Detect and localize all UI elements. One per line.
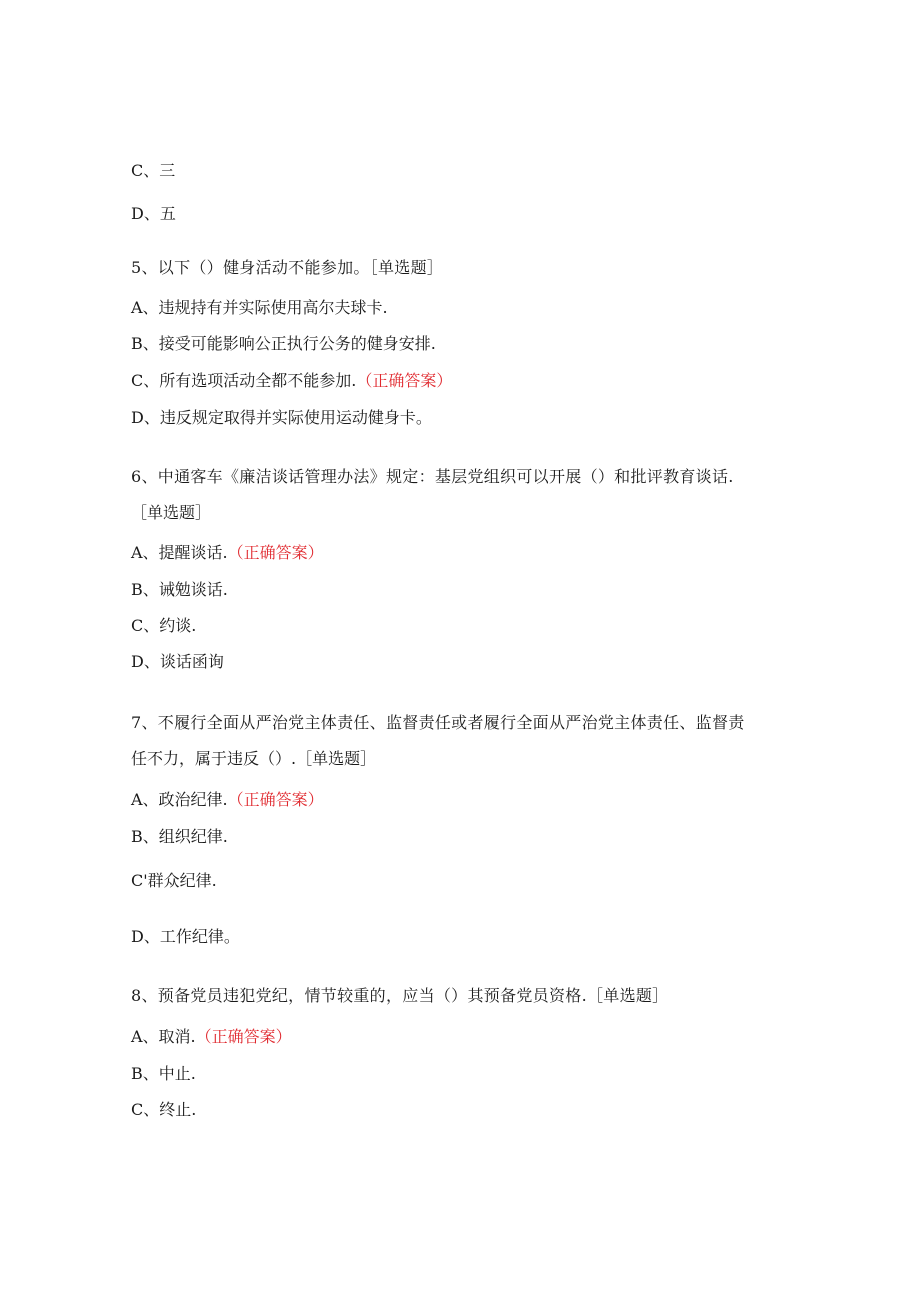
question-7-title-cont [131,749,376,769]
question-text: 7、不履行全面从严治党主体责任、监督责任或者履行全面从严治党主体责任、监督责 [131,713,745,732]
option-text: C、约谈. [131,616,197,635]
question-6-type [131,503,211,523]
question-5-title [131,258,443,278]
option-c-q6 [131,616,196,636]
option-d-q6 [131,652,224,672]
question-text: 8、预备党员违犯党纪，情节较重的，应当（）其预备党员资格.［单选题］ [131,986,669,1005]
option-a-q7 [131,790,324,810]
option-b-q7 [131,827,228,847]
correct-answer-marker: （正确答案） [195,1027,292,1046]
question-8-title [131,986,668,1006]
option-text: C'群众纪律. [131,871,217,890]
option-a-q5 [131,298,388,318]
option-b-q8 [131,1064,196,1084]
option-text: C、三 [131,161,176,180]
option-text: A、提醒谈话. [131,543,228,562]
option-c-q4 [131,161,175,181]
question-6-title [131,467,734,487]
option-d-q7 [131,927,240,947]
option-text: B、中止. [131,1064,196,1083]
correct-answer-marker: （正确答案） [227,790,324,809]
question-text: 任不力，属于违反（）.［单选题］ [131,749,377,768]
option-text: D、工作纪律。 [131,927,240,946]
option-text: C、终止. [131,1100,197,1119]
question-type: ［单选题］ [131,503,212,522]
option-text: B、组织纪律. [131,827,228,846]
question-text: 5、以下（）健身活动不能参加。［单选题］ [131,258,444,277]
option-b-q5 [131,334,436,354]
option-text: D、五 [131,204,176,223]
option-text: B、诫勉谈话. [131,580,228,599]
option-text: A、违规持有并实际使用高尔夫球卡. [131,298,388,317]
correct-answer-marker: （正确答案） [227,543,324,562]
option-text: A、取消. [131,1027,196,1046]
option-c-q7 [131,871,217,891]
option-d-q4 [131,204,176,224]
option-b-q6 [131,580,228,600]
question-7-title [131,713,745,733]
option-text: D、谈话函询 [131,652,224,671]
option-c-q8 [131,1100,196,1120]
option-text: C、所有选项活动全都不能参加. [131,371,357,390]
option-text: A、政治纪律. [131,790,228,809]
option-text: D、违反规定取得并实际使用运动健身卡。 [131,408,432,427]
option-c-q5 [131,371,452,391]
option-a-q8 [131,1027,292,1047]
question-text: 6、中通客车《廉洁谈话管理办法》规定：基层党组织可以开展（）和批评教育谈话. [131,467,734,486]
correct-answer-marker: （正确答案） [356,371,453,390]
option-a-q6 [131,543,324,563]
option-d-q5 [131,408,432,428]
option-text: B、接受可能影响公正执行公务的健身安排. [131,334,436,353]
